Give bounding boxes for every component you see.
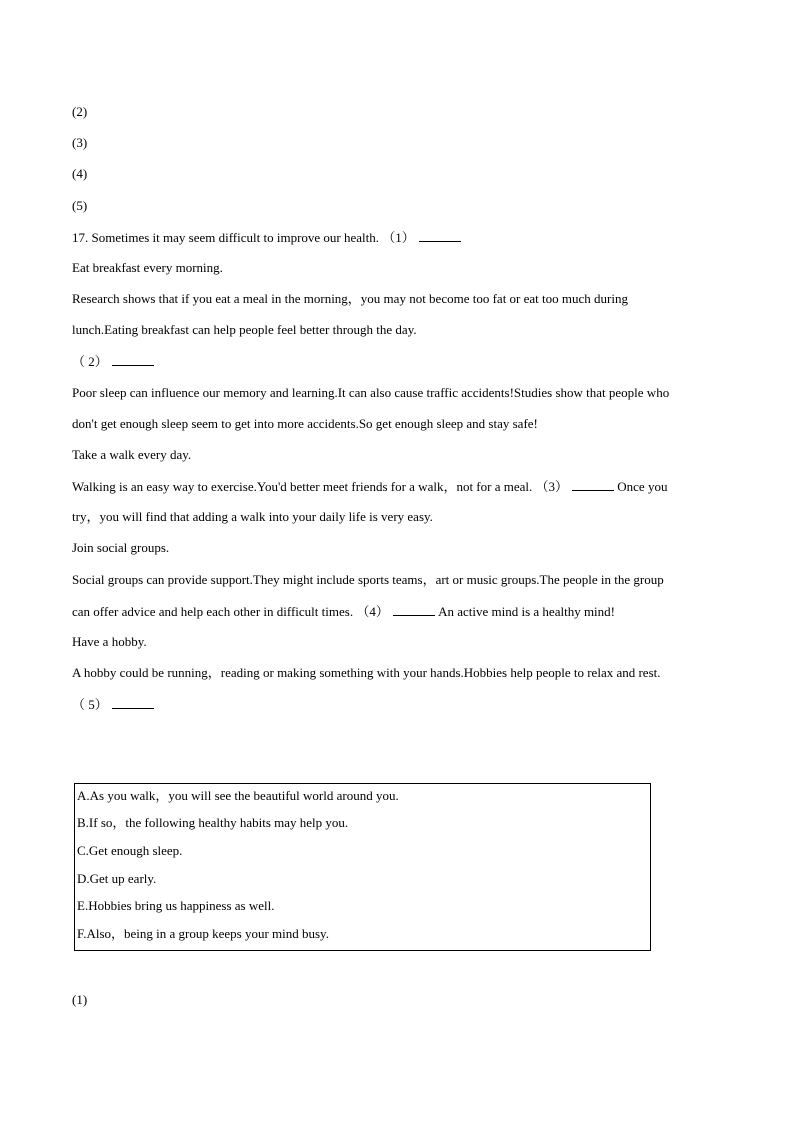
option-c: C.Get enough sleep. [77, 843, 183, 858]
paragraph-2-line-2: don't get enough sleep seem to get into more accidents.So get enough sleep and stay safe! [72, 416, 538, 431]
options-box [74, 783, 651, 951]
paragraph-3-line-2: try，you will find that adding a walk into your daily life is very easy. [72, 509, 433, 524]
question-17-intro [72, 229, 461, 246]
blank-5-row [72, 696, 154, 713]
question-number: 17. [72, 230, 89, 245]
blank-4[interactable] [393, 603, 435, 616]
blank-1[interactable] [419, 229, 461, 242]
answer-label-1: (1) [72, 992, 88, 1007]
paragraph-4-line-2-text: can offer advice and help each other in difficult times. [72, 604, 354, 619]
paragraph-1-heading: Eat breakfast every morning. [72, 260, 223, 275]
answer-label-4: (4) [72, 166, 88, 181]
answer-label-3: (3) [72, 135, 88, 150]
blank-5-label: （ 5） [72, 697, 108, 712]
paragraph-4-line-2 [72, 603, 615, 620]
paragraph-1-line-1: Research shows that if you eat a meal in the morning，you may not become too fat or eat too much during [72, 291, 628, 306]
blank-2-row [72, 353, 154, 370]
paragraph-2-line-1: Poor sleep can influence our memory and learning.It can also cause traffic accidents!Studies show that people who [72, 385, 670, 400]
option-d: D.Get up early. [77, 871, 157, 886]
blank-3[interactable] [572, 478, 614, 491]
blank-5[interactable] [112, 696, 154, 709]
blank-3-label: （3） [535, 479, 569, 494]
paragraph-5-line-1: A hobby could be running，reading or making something with your hands.Hobbies help people to relax and rest. [72, 665, 661, 680]
option-f: F.Also，being in a group keeps your mind busy. [77, 926, 329, 941]
answer-label-2: (2) [72, 104, 88, 119]
paragraph-5-heading: Have a hobby. [72, 634, 147, 649]
blank-2-label: （ 2） [72, 354, 108, 369]
paragraph-4-heading: Join social groups. [72, 540, 170, 555]
question-intro-text: Sometimes it may seem difficult to improve our health. [91, 230, 380, 245]
option-b: B.If so，the following healthy habits may help you. [77, 815, 349, 830]
blank-1-label: （1） [382, 230, 415, 245]
answer-label-5: (5) [72, 198, 88, 213]
paragraph-3-heading: Take a walk every day. [72, 447, 192, 462]
paragraph-3-line-1-text: Walking is an easy way to exercise.You'd better meet friends for a walk，not for a meal. [72, 479, 533, 494]
paragraph-4-line-2-tail: An active mind is a healthy mind! [438, 604, 615, 619]
option-e: E.Hobbies bring us happiness as well. [77, 898, 275, 913]
blank-4-label: （4） [356, 604, 389, 619]
option-a: A.As you walk，you will see the beautiful world around you. [77, 788, 399, 803]
paragraph-1-line-2: lunch.Eating breakfast can help people feel better through the day. [72, 322, 417, 337]
paragraph-3-line-1 [72, 478, 667, 495]
paragraph-3-line-1-tail: Once you [617, 479, 668, 494]
paragraph-4-line-1: Social groups can provide support.They might include sports teams，art or music groups.The people in the group [72, 572, 664, 587]
blank-2[interactable] [112, 353, 154, 366]
